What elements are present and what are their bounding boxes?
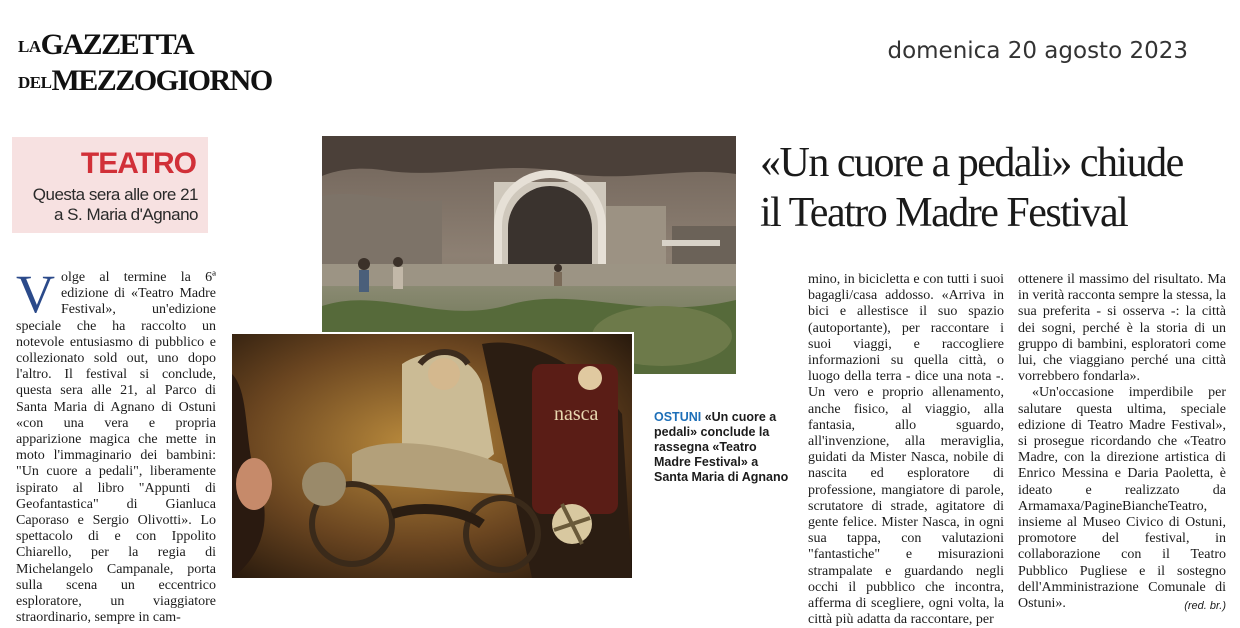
article-paragraph: olge al termine la 6ª edizione di «Teatro Madre Festival», un'edizione speciale che ha raccolto un notevole entusiasmo di pubblico e collezionato sold out, uno dopo l'altro. Il festival si conclude, questa sera alle 21, al Parco di Santa Maria di Agnano di Ostuni «con una vera e propria apparizione magica che mette in moto l'immaginario dei bambini: "Un cuore a pedali", liberamente ispirato al libro "Appunti di Geofantastica" di Gianluca Caporaso e Sergio Olivotti». Lo spettacolo di e con Ippolito Chiarello, per la regia di Michelangelo Campanale, porta sulla scena un eccentrico esploratore, un viaggiatore straordinario, sempre in cam- [16, 270, 216, 626]
newspaper-masthead [18, 28, 272, 100]
masthead-la: LA [18, 37, 41, 56]
performer-illustration [232, 334, 632, 578]
masthead-gazzetta: GAZZETTA [40, 28, 194, 61]
article-paragraph: mino, in bicicletta e con tutti i suoi bagagli/casa addosso. «Arriva in bici e allestisce il suo spazio (autoportante), per raccontare i suoi viaggi, e raccogliere informazioni su quella città, o luogo della terra - dice una nota -. Un vero e proprio allenamento, anche fisico, al viaggio, alla fantasia, allo sguardo, all'invenzione, alla meraviglia, guidati da Mister Nasca, nobile di nascita ed esploratore di professione, mangiatore di parole, scrutatore di strade, agitatore di gente felice. Mister Nasca, in ogni sua tappa, con valutazioni "fantastiche" e misurazioni strampalate e guardando negli occhi il pubblico che incontra, afferma di scegliere, ogni volta, la città più adatta da raccontare, per [808, 272, 1004, 628]
publication-date: domenica 20 agosto 2023 [887, 38, 1188, 64]
article-paragraph-text: «Un'occasione imperdibile per salutare questa ultima, speciale edizione di Teatro Madre Festival», si prosegue ricordando che «Teatro Madre, con la direzione artistica di Enrico Messina e Daria Paoletta, è ideato e realizzato da Armamaxa/PagineBiancheTeatro, insieme al Museo Civico di Ostuni, promotore del festival, in collaborazione con il Teatro Pubblico Pugliese e il sostegno dell'Amministrazione Comunale di Ostuni». [1018, 385, 1226, 612]
article-dropcap: V [16, 264, 55, 324]
masthead-del: DEL [18, 73, 52, 92]
section-kicker-box [12, 137, 208, 233]
article-column-1 [16, 264, 216, 626]
photo-caption [654, 410, 794, 485]
section-kicker-title: TEATRO [80, 147, 196, 180]
article-column-3 [1018, 272, 1226, 614]
article-column-2 [808, 272, 1004, 628]
section-kicker-text: Questa sera alle ore 21 a S. Maria d'Agnano [32, 185, 198, 224]
performer-bicycle-photo [230, 332, 634, 580]
author-credit: (red. br.) [1184, 600, 1226, 613]
article-paragraph: ottenere il massimo del risultato. Ma in verità racconta sempre la stessa, la sua preferita - si osserva -: la città dei sogni, perché è la storia di un gruppo di bambini, esploratori come lui, che viaggiano perché una città vorrebbero fondarla». [1018, 272, 1226, 385]
masthead-mezzogiorno: MEZZOGIORNO [51, 64, 272, 97]
caption-text: «Un cuore a pedali» conclude la rassegna «Teatro Madre Festival» a Santa Maria di Agnano [654, 410, 789, 484]
article-paragraph [1018, 385, 1226, 612]
caption-place: OSTUNI [654, 410, 702, 424]
article-headline: «Un cuore a pedali» chiude il Teatro Madre Festival [760, 140, 1183, 236]
trunk-sign-text: nasca [554, 403, 599, 425]
